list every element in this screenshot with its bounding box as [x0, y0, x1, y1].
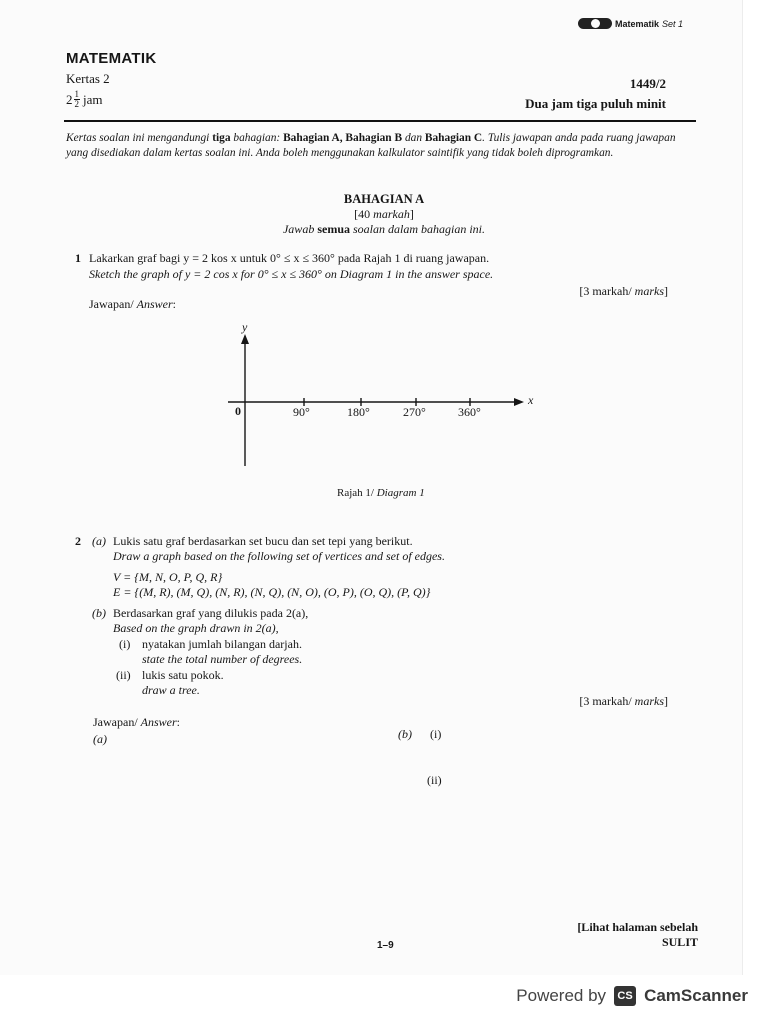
instr-part-1: Kertas soalan ini mengandungi	[66, 132, 213, 144]
duration-whole: 2	[66, 91, 73, 107]
q2b-ii-malay: lukis satu pokok.	[142, 668, 224, 682]
next-page-note: [Lihat halaman sebelah	[577, 920, 698, 934]
q2-marks-en: marks	[634, 694, 664, 708]
section-instr-post: soalan dalam bahagian ini.	[350, 222, 486, 236]
q2b-text-english: Based on the graph drawn in 2(a),	[113, 621, 279, 635]
instr-tiga: tiga	[212, 132, 231, 144]
instr-part-3: . Tulis jawapan anda pada ruang jawapan yang disediakan dalam kertas soalan ini. Anda boleh menggunakan kalkulator saintifik yang tidak boleh diprogramkan.	[66, 132, 676, 159]
q2a-text-malay: Lukis satu graf berdasarkan set bucu dan set tepi yang berikut.	[113, 534, 413, 548]
q1-marks-post: ]	[664, 284, 668, 298]
tick-label-360: 360°	[458, 405, 481, 419]
x-axis-label: x	[528, 393, 534, 407]
camscanner-brand: CamScanner	[644, 986, 748, 1005]
instr-sections: Bahagian A, Bahagian B	[283, 132, 403, 144]
tick-label-180: 180°	[347, 405, 370, 419]
caption-malay: Rajah 1/	[337, 487, 377, 499]
q2a-label: (a)	[92, 534, 106, 548]
subject-title: MATEMATIK	[66, 50, 157, 67]
section-instr-pre: Jawab	[282, 222, 318, 236]
powered-by-text: Powered by	[516, 986, 607, 1005]
q2-marks-pre: [3 markah/	[579, 694, 635, 708]
q2-answer-label	[93, 715, 180, 730]
instr-part-2: bahagian:	[230, 132, 284, 144]
duration-unit: jam	[83, 91, 103, 107]
instr-dan: dan	[402, 132, 425, 144]
page-number: 1–9	[377, 940, 394, 951]
answer-b-label: (b)	[398, 727, 412, 741]
section-marks-word: markah	[373, 207, 410, 221]
q1-text-english: Sketch the graph of y = 2 cos x for 0° ≤ x ≤ 360° on Diagram 1 in the answer space.	[89, 267, 494, 281]
q2-marks	[579, 694, 668, 709]
q1-marks-en: marks	[634, 284, 664, 298]
q2-answer-en: Answer	[140, 715, 177, 729]
caption-english: Diagram 1	[376, 487, 425, 499]
y-axis-arrow	[241, 334, 249, 344]
logo-brand: Matematik	[615, 18, 660, 29]
answer-b-ii-label: (ii)	[427, 773, 442, 787]
q1-answer-malay: Jawapan/	[89, 297, 137, 311]
q1-number: 1	[75, 251, 81, 265]
q2b-i-english: state the total number of degrees.	[142, 652, 303, 666]
answer-b-i-label: (i)	[430, 727, 442, 741]
y-axis-label: y	[242, 320, 248, 334]
diagram-1-axes	[0, 0, 742, 500]
q1-answer-en: Answer	[136, 297, 173, 311]
q2b-ii-english: draw a tree.	[142, 683, 200, 697]
vertex-set: V = {M, N, O, P, Q, R}	[113, 570, 223, 584]
section-marks-close: ]	[409, 207, 414, 221]
section-instr-bold: semua	[317, 222, 350, 236]
answer-a-label: (a)	[93, 732, 107, 746]
q2-answer-malay: Jawapan/	[93, 715, 141, 729]
origin-label: 0	[235, 404, 241, 418]
tick-label-90: 90°	[293, 405, 310, 419]
camscanner-icon: CS	[614, 986, 636, 1006]
q2b-label: (b)	[92, 606, 106, 620]
paper-label: Kertas 2	[66, 71, 110, 86]
q1-text-malay: Lakarkan graf bagi y = 2 kos x untuk 0° ≤ x ≤ 360° pada Rajah 1 di ruang jawapan.	[89, 251, 490, 265]
paper-code: 1449/2	[629, 76, 666, 91]
diagram-1-caption	[337, 487, 425, 499]
q2-number: 2	[75, 534, 81, 548]
camscanner-watermark	[516, 986, 748, 1006]
q1-marks-pre: [3 markah/	[579, 284, 635, 298]
sulit-label: SULIT	[661, 935, 698, 949]
edge-set: E = {(M, R), (M, Q), (N, R), (N, Q), (N, O), (O, P), (O, Q), (P, Q)}	[113, 585, 431, 599]
q1-answer-colon: :	[172, 297, 176, 311]
q2b-ii-label: (ii)	[116, 668, 131, 682]
q2-marks-post: ]	[664, 694, 668, 708]
x-axis-arrow	[514, 398, 524, 406]
fraction-numerator: 1	[74, 89, 79, 99]
tick-label-270: 270°	[403, 405, 426, 419]
section-title: BAHAGIAN A	[343, 192, 425, 206]
q2-answer-colon: :	[176, 715, 180, 729]
duration-words: Dua jam tiga puluh minit	[525, 96, 666, 111]
section-marks-open: [40	[354, 207, 374, 221]
q2b-text-malay: Berdasarkan graf yang dilukis pada 2(a),	[113, 606, 309, 620]
q2b-i-label: (i)	[119, 637, 131, 651]
q2b-i-malay: nyatakan jumlah bilangan darjah.	[142, 637, 302, 651]
fraction-denominator: 2	[74, 99, 79, 109]
instr-section-c: Bahagian C	[424, 132, 483, 144]
q2a-text-english: Draw a graph based on the following set of vertices and set of edges.	[113, 549, 445, 563]
logo-set: Set 1	[662, 18, 684, 29]
